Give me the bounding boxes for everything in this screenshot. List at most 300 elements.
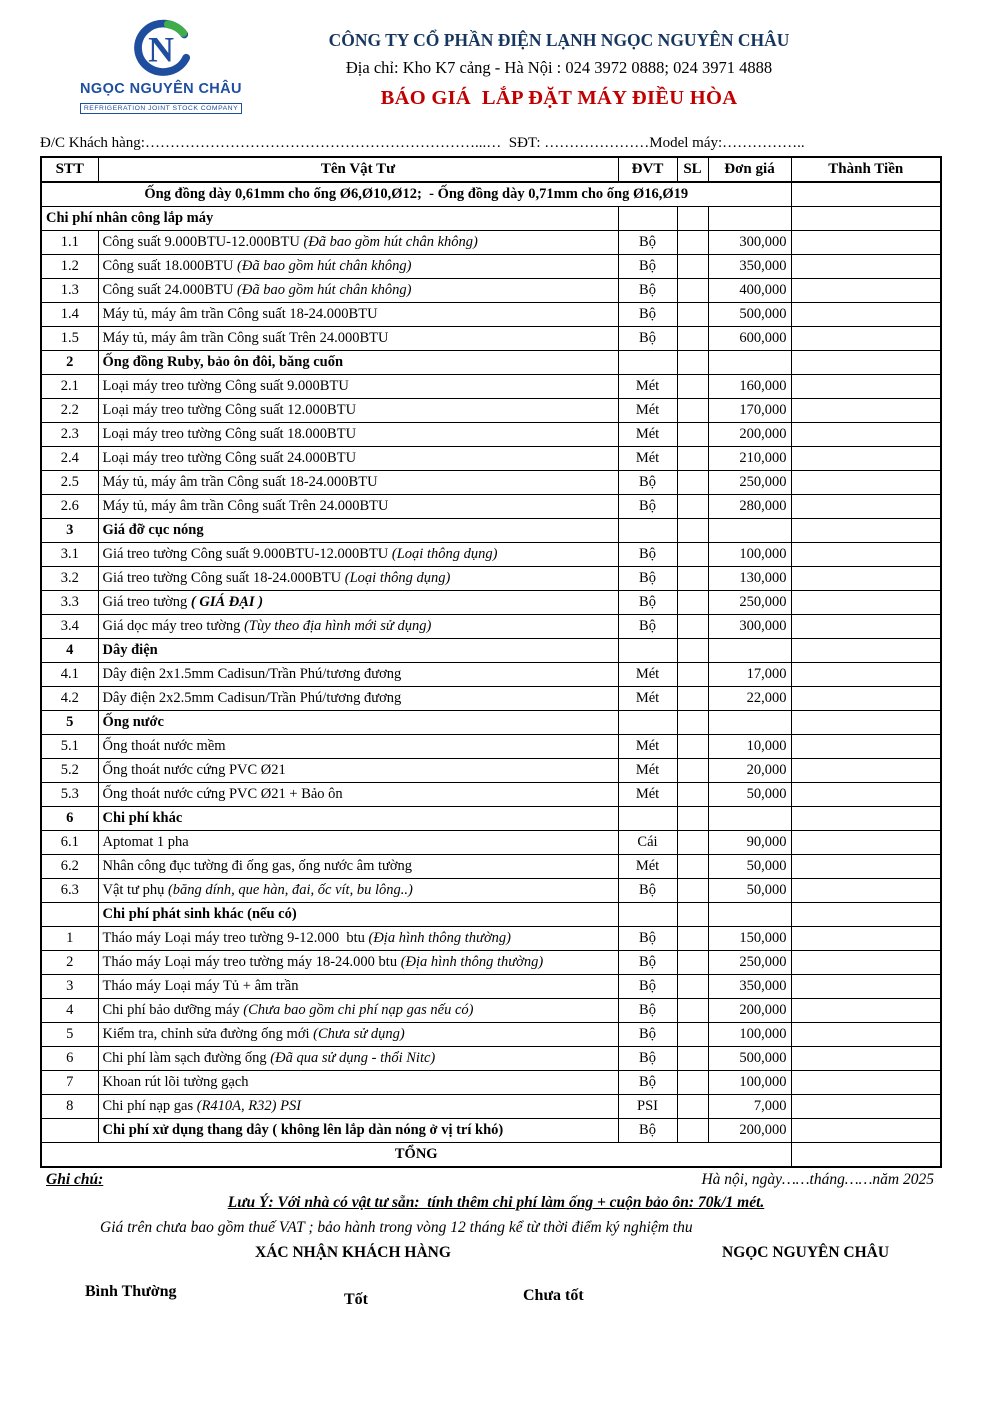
stt-cell: 1.1 bbox=[41, 231, 98, 255]
price-cell: 130,000 bbox=[708, 567, 791, 591]
total-cell bbox=[791, 1023, 941, 1047]
dvt-cell: Bộ bbox=[618, 303, 677, 327]
stt-cell: 2.1 bbox=[41, 375, 98, 399]
total-cell bbox=[791, 1143, 941, 1168]
dvt-cell: Mét bbox=[618, 399, 677, 423]
stt-cell: 5.1 bbox=[41, 735, 98, 759]
total-cell bbox=[791, 639, 941, 663]
item-name-cell: Máy tủ, máy âm trần Công suất Trên 24.000BTU bbox=[98, 495, 618, 519]
stt-cell: 4 bbox=[41, 999, 98, 1023]
table-row-item bbox=[41, 855, 941, 879]
price-cell: 350,000 bbox=[708, 975, 791, 999]
dvt-cell: Mét bbox=[618, 663, 677, 687]
empty-cell bbox=[677, 351, 708, 375]
stt-cell: 5.2 bbox=[41, 759, 98, 783]
stt-cell: 2.4 bbox=[41, 447, 98, 471]
table-row-item bbox=[41, 759, 941, 783]
dvt-cell: Bộ bbox=[618, 615, 677, 639]
dvt-cell: Bộ bbox=[618, 1119, 677, 1143]
item-name-cell: Kiểm tra, chỉnh sửa đường ống mới (Chưa sử dụng) bbox=[98, 1023, 618, 1047]
price-cell: 350,000 bbox=[708, 255, 791, 279]
price-cell: 400,000 bbox=[708, 279, 791, 303]
sl-cell bbox=[677, 255, 708, 279]
total-cell bbox=[791, 879, 941, 903]
price-cell: 10,000 bbox=[708, 735, 791, 759]
table-row-item bbox=[41, 1071, 941, 1095]
total-cell bbox=[791, 447, 941, 471]
sl-cell bbox=[677, 999, 708, 1023]
dvt-cell: Mét bbox=[618, 783, 677, 807]
table-row-item bbox=[41, 375, 941, 399]
total-cell bbox=[791, 615, 941, 639]
dvt-cell: Bộ bbox=[618, 591, 677, 615]
sl-cell bbox=[677, 879, 708, 903]
pipe-note-cell: Ống đồng dày 0,61mm cho ống Ø6,Ø10,Ø12; - Ống đồng dày 0,71mm cho ống Ø16,Ø19 bbox=[41, 182, 791, 207]
item-name-cell: Ống thoát nước cứng PVC Ø21 bbox=[98, 759, 618, 783]
rating-bad-label: Chưa tốt bbox=[523, 1287, 584, 1304]
col-header-thanh-tien: Thành Tiền bbox=[791, 157, 941, 182]
total-cell bbox=[791, 303, 941, 327]
total-cell bbox=[791, 567, 941, 591]
stt-cell: 4.2 bbox=[41, 687, 98, 711]
table-row-item bbox=[41, 495, 941, 519]
table-row-item bbox=[41, 423, 941, 447]
table-row-item bbox=[41, 399, 941, 423]
company-logo-subtitle: REFRIGERATION JOINT STOCK COMPANY bbox=[80, 103, 242, 114]
stt-cell: 1.2 bbox=[41, 255, 98, 279]
dvt-cell: Mét bbox=[618, 759, 677, 783]
total-label-cell: TỔNG bbox=[41, 1143, 791, 1168]
col-header-stt: STT bbox=[41, 157, 98, 182]
quote-table bbox=[40, 156, 942, 1168]
price-cell: 200,000 bbox=[708, 999, 791, 1023]
dvt-cell: Bộ bbox=[618, 951, 677, 975]
item-name-cell: Aptomat 1 pha bbox=[98, 831, 618, 855]
total-cell bbox=[791, 807, 941, 831]
total-cell bbox=[791, 951, 941, 975]
sl-cell bbox=[677, 927, 708, 951]
dvt-cell: PSI bbox=[618, 1095, 677, 1119]
sl-cell bbox=[677, 615, 708, 639]
dvt-cell: Bộ bbox=[618, 279, 677, 303]
sl-cell bbox=[677, 951, 708, 975]
table-row-item bbox=[41, 327, 941, 351]
price-cell: 150,000 bbox=[708, 927, 791, 951]
empty-cell bbox=[618, 807, 677, 831]
empty-cell bbox=[677, 711, 708, 735]
sl-cell bbox=[677, 231, 708, 255]
sl-cell bbox=[677, 1023, 708, 1047]
price-cell: 170,000 bbox=[708, 399, 791, 423]
dvt-cell: Mét bbox=[618, 687, 677, 711]
price-cell: 100,000 bbox=[708, 543, 791, 567]
price-cell: 500,000 bbox=[708, 303, 791, 327]
section-title-cell: Giá đỡ cục nóng bbox=[98, 519, 618, 543]
dvt-cell: Mét bbox=[618, 855, 677, 879]
item-name-cell: Loại máy treo tường Công suất 12.000BTU bbox=[98, 399, 618, 423]
total-cell bbox=[791, 1047, 941, 1071]
table-row-item bbox=[41, 471, 941, 495]
price-cell: 200,000 bbox=[708, 423, 791, 447]
dvt-cell: Bộ bbox=[618, 327, 677, 351]
item-name-cell: Chi phí làm sạch đường ống (Đã qua sử dụng - thổi Nitc) bbox=[98, 1047, 618, 1071]
vat-warranty-line: Giá trên chưa bao gồm thuế VAT ; bảo hành trong vòng 12 tháng kể từ thời điểm ký nghiệm thu bbox=[100, 1219, 693, 1236]
sl-cell bbox=[677, 495, 708, 519]
section-title-cell: Ống đồng Ruby, bảo ôn đôi, băng cuốn bbox=[98, 351, 618, 375]
table-row-section-span bbox=[41, 207, 941, 231]
empty-cell bbox=[618, 711, 677, 735]
stt-cell: 3.2 bbox=[41, 567, 98, 591]
signature-company-label: NGỌC NGUYÊN CHÂU bbox=[722, 1244, 890, 1261]
stt-cell: 7 bbox=[41, 1071, 98, 1095]
item-name-cell: Tháo máy Loại máy Tủ + âm trần bbox=[98, 975, 618, 999]
total-cell bbox=[791, 687, 941, 711]
total-cell bbox=[791, 495, 941, 519]
table-row-item bbox=[41, 999, 941, 1023]
item-name-cell: Loại máy treo tường Công suất 18.000BTU bbox=[98, 423, 618, 447]
price-cell: 22,000 bbox=[708, 687, 791, 711]
sl-cell bbox=[677, 567, 708, 591]
total-cell bbox=[791, 927, 941, 951]
note-label: Ghi chú: bbox=[46, 1171, 104, 1188]
attention-line bbox=[0, 1194, 992, 1212]
sl-cell bbox=[677, 855, 708, 879]
total-cell bbox=[791, 855, 941, 879]
table-row-item bbox=[41, 927, 941, 951]
price-cell: 50,000 bbox=[708, 855, 791, 879]
total-cell bbox=[791, 1095, 941, 1119]
attention-text: Lưu Ý: Với nhà có vật tư sẵn: tính thêm chi phí làm ống + cuộn bảo ôn: 70k/1 mét. bbox=[227, 1194, 765, 1211]
table-row-item bbox=[41, 1047, 941, 1071]
table-row-item bbox=[41, 1023, 941, 1047]
total-cell bbox=[791, 903, 941, 927]
total-cell bbox=[791, 471, 941, 495]
dvt-cell: Mét bbox=[618, 375, 677, 399]
section-title-cell: Ống nước bbox=[98, 711, 618, 735]
total-cell bbox=[791, 255, 941, 279]
table-row-section bbox=[41, 639, 941, 663]
table-row-item bbox=[41, 1095, 941, 1119]
stt-cell: 3 bbox=[41, 975, 98, 999]
table-row-item bbox=[41, 687, 941, 711]
col-header-dvt: ĐVT bbox=[618, 157, 677, 182]
item-name-cell: Dây điện 2x1.5mm Cadisun/Trần Phú/tương đương bbox=[98, 663, 618, 687]
table-row-item bbox=[41, 255, 941, 279]
table-row-total bbox=[41, 1143, 941, 1168]
total-cell bbox=[791, 279, 941, 303]
stt-cell: 1.5 bbox=[41, 327, 98, 351]
table-row-item bbox=[41, 783, 941, 807]
table-row-item bbox=[41, 231, 941, 255]
empty-cell bbox=[708, 903, 791, 927]
total-cell bbox=[791, 519, 941, 543]
item-name-cell: Giá dọc máy treo tường (Tùy theo địa hình mới sử dụng) bbox=[98, 615, 618, 639]
sl-cell bbox=[677, 1071, 708, 1095]
total-cell bbox=[791, 1071, 941, 1095]
stt-cell: 1 bbox=[41, 927, 98, 951]
price-cell: 50,000 bbox=[708, 879, 791, 903]
stt-cell: 6 bbox=[41, 1047, 98, 1071]
price-cell: 50,000 bbox=[708, 783, 791, 807]
sl-cell bbox=[677, 831, 708, 855]
customer-info-line: Đ/C Khách hàng:…………………………………………………………...… SĐT: …………………Model máy:…………….. bbox=[40, 135, 805, 151]
item-name-cell: Công suất 9.000BTU-12.000BTU (Đã bao gồm hút chân không) bbox=[98, 231, 618, 255]
dvt-cell: Bộ bbox=[618, 975, 677, 999]
sl-cell bbox=[677, 471, 708, 495]
stt-cell: 6.3 bbox=[41, 879, 98, 903]
section-title-cell: Chi phí nhân công lắp máy bbox=[41, 207, 618, 231]
empty-cell bbox=[708, 639, 791, 663]
item-name-cell: Vật tư phụ (băng dính, que hàn, đai, ốc vít, bu lông..) bbox=[98, 879, 618, 903]
stt-cell: 8 bbox=[41, 1095, 98, 1119]
item-name-cell: Dây điện 2x2.5mm Cadisun/Trần Phú/tương đương bbox=[98, 687, 618, 711]
col-header-don-gia: Đơn giá bbox=[708, 157, 791, 182]
dvt-cell: Cái bbox=[618, 831, 677, 855]
price-cell: 600,000 bbox=[708, 327, 791, 351]
table-row-item bbox=[41, 303, 941, 327]
sl-cell bbox=[677, 279, 708, 303]
dvt-cell: Bộ bbox=[618, 543, 677, 567]
company-logo-brand-text: NGỌC NGUYÊN CHÂU bbox=[80, 81, 242, 97]
empty-cell bbox=[708, 207, 791, 231]
date-line: Hà nội, ngày……tháng……năm 2025 bbox=[701, 1171, 934, 1188]
price-cell: 210,000 bbox=[708, 447, 791, 471]
item-name-cell: Ống thoát nước mềm bbox=[98, 735, 618, 759]
sl-cell bbox=[677, 759, 708, 783]
sl-cell bbox=[677, 975, 708, 999]
total-cell bbox=[791, 399, 941, 423]
item-name-cell: Máy tủ, máy âm trần Công suất 18-24.000BTU bbox=[98, 303, 618, 327]
item-name-cell: Tháo máy Loại máy treo tường 9-12.000 btu (Địa hình thông thường) bbox=[98, 927, 618, 951]
document-title: BÁO GIÁ LẮP ĐẶT MÁY ĐIỀU HÒA bbox=[380, 87, 738, 109]
stt-cell: 6.2 bbox=[41, 855, 98, 879]
section-title-cell: Dây điện bbox=[98, 639, 618, 663]
table-row-item bbox=[41, 831, 941, 855]
item-name-cell: Công suất 18.000BTU (Đã bao gồm hút chân không) bbox=[98, 255, 618, 279]
sl-cell bbox=[677, 591, 708, 615]
stt-cell: 3 bbox=[41, 519, 98, 543]
price-cell: 90,000 bbox=[708, 831, 791, 855]
dvt-cell: Bộ bbox=[618, 927, 677, 951]
stt-cell: 2 bbox=[41, 351, 98, 375]
empty-cell bbox=[677, 903, 708, 927]
empty-cell bbox=[677, 207, 708, 231]
sl-cell bbox=[677, 375, 708, 399]
price-cell: 20,000 bbox=[708, 759, 791, 783]
dvt-cell: Mét bbox=[618, 447, 677, 471]
empty-cell bbox=[618, 519, 677, 543]
dvt-cell: Bộ bbox=[618, 1071, 677, 1095]
dvt-cell: Bộ bbox=[618, 567, 677, 591]
sl-cell bbox=[677, 423, 708, 447]
stt-cell bbox=[41, 1119, 98, 1143]
sl-cell bbox=[677, 1119, 708, 1143]
table-row-item bbox=[41, 279, 941, 303]
stt-cell: 2.5 bbox=[41, 471, 98, 495]
empty-cell bbox=[708, 711, 791, 735]
sl-cell bbox=[677, 303, 708, 327]
sl-cell bbox=[677, 663, 708, 687]
total-cell bbox=[791, 759, 941, 783]
empty-cell bbox=[677, 807, 708, 831]
sl-cell bbox=[677, 399, 708, 423]
total-cell bbox=[791, 543, 941, 567]
item-name-cell: Giá treo tường Công suất 18-24.000BTU (Loại thông dụng) bbox=[98, 567, 618, 591]
rating-normal-label: Bình Thường bbox=[85, 1283, 177, 1300]
dvt-cell: Bộ bbox=[618, 999, 677, 1023]
price-cell: 160,000 bbox=[708, 375, 791, 399]
item-name-cell: Chi phí xử dụng thang dây ( không lên lắp dàn nóng ở vị trí khó) bbox=[98, 1119, 618, 1143]
item-name-cell: Loại máy treo tường Công suất 9.000BTU bbox=[98, 375, 618, 399]
stt-cell: 6.1 bbox=[41, 831, 98, 855]
table-row-item bbox=[41, 951, 941, 975]
total-cell bbox=[791, 999, 941, 1023]
price-cell: 200,000 bbox=[708, 1119, 791, 1143]
sl-cell bbox=[677, 735, 708, 759]
dvt-cell: Bộ bbox=[618, 879, 677, 903]
item-name-cell: Nhân công đục tường đi ống gas, ống nước âm tường bbox=[98, 855, 618, 879]
total-cell bbox=[791, 831, 941, 855]
stt-cell: 6 bbox=[41, 807, 98, 831]
stt-cell: 2.3 bbox=[41, 423, 98, 447]
empty-cell bbox=[618, 207, 677, 231]
company-name: CÔNG TY CỔ PHẦN ĐIỆN LẠNH NGỌC NGUYÊN CHÂU bbox=[328, 30, 790, 50]
table-row-item bbox=[41, 735, 941, 759]
sl-cell bbox=[677, 1047, 708, 1071]
sl-cell bbox=[677, 543, 708, 567]
table-row-item bbox=[41, 879, 941, 903]
stt-cell: 5.3 bbox=[41, 783, 98, 807]
sl-cell bbox=[677, 327, 708, 351]
stt-cell: 4 bbox=[41, 639, 98, 663]
table-row-item-bold bbox=[41, 1119, 941, 1143]
table-row-item bbox=[41, 663, 941, 687]
stt-cell: 2 bbox=[41, 951, 98, 975]
stt-cell: 3.1 bbox=[41, 543, 98, 567]
item-name-cell: Chi phí bảo dưỡng máy (Chưa bao gồm chi phí nạp gas nếu có) bbox=[98, 999, 618, 1023]
dvt-cell: Bộ bbox=[618, 1023, 677, 1047]
price-cell: 100,000 bbox=[708, 1071, 791, 1095]
svg-text:N: N bbox=[148, 29, 174, 70]
table-row-section bbox=[41, 351, 941, 375]
company-address: Địa chỉ: Kho K7 cảng - Hà Nội : 024 3972 0888; 024 3971 4888 bbox=[345, 58, 773, 77]
price-cell: 280,000 bbox=[708, 495, 791, 519]
quote-table-body bbox=[41, 182, 941, 1167]
total-cell bbox=[791, 735, 941, 759]
total-cell bbox=[791, 783, 941, 807]
total-cell bbox=[791, 591, 941, 615]
empty-cell bbox=[708, 351, 791, 375]
stt-cell: 4.1 bbox=[41, 663, 98, 687]
total-cell bbox=[791, 1119, 941, 1143]
total-cell bbox=[791, 975, 941, 999]
table-row-item bbox=[41, 975, 941, 999]
section-title-cell: Chi phí khác bbox=[98, 807, 618, 831]
table-row-note bbox=[41, 182, 941, 207]
col-header-sl: SL bbox=[677, 157, 708, 182]
price-cell: 300,000 bbox=[708, 231, 791, 255]
sl-cell bbox=[677, 1095, 708, 1119]
item-name-cell: Giá treo tường Công suất 9.000BTU-12.000BTU (Loại thông dụng) bbox=[98, 543, 618, 567]
total-cell bbox=[791, 375, 941, 399]
table-row-section bbox=[41, 519, 941, 543]
item-name-cell: Máy tủ, máy âm trần Công suất Trên 24.000BTU bbox=[98, 327, 618, 351]
table-row-item bbox=[41, 615, 941, 639]
total-cell bbox=[791, 663, 941, 687]
empty-cell bbox=[618, 903, 677, 927]
item-name-cell: Loại máy treo tường Công suất 24.000BTU bbox=[98, 447, 618, 471]
col-header-ten-vat-tu: Tên Vật Tư bbox=[98, 157, 618, 182]
empty-cell bbox=[677, 519, 708, 543]
item-name-cell: Giá treo tường ( GIÁ ĐẠI ) bbox=[98, 591, 618, 615]
empty-cell bbox=[677, 639, 708, 663]
total-cell bbox=[791, 231, 941, 255]
sl-cell bbox=[677, 447, 708, 471]
empty-cell bbox=[618, 639, 677, 663]
sl-cell bbox=[677, 783, 708, 807]
section-title-cell: Chi phí phát sinh khác (nếu có) bbox=[98, 903, 618, 927]
total-cell bbox=[791, 182, 941, 207]
table-row-item bbox=[41, 591, 941, 615]
dvt-cell: Bộ bbox=[618, 231, 677, 255]
table-row-section-plain bbox=[41, 903, 941, 927]
price-cell: 7,000 bbox=[708, 1095, 791, 1119]
item-name-cell: Khoan rút lõi tường gạch bbox=[98, 1071, 618, 1095]
price-cell: 250,000 bbox=[708, 591, 791, 615]
price-cell: 17,000 bbox=[708, 663, 791, 687]
dvt-cell: Mét bbox=[618, 735, 677, 759]
stt-cell: 5 bbox=[41, 711, 98, 735]
total-cell bbox=[791, 423, 941, 447]
rating-good-label: Tốt bbox=[344, 1291, 368, 1308]
total-cell bbox=[791, 711, 941, 735]
stt-cell: 2.6 bbox=[41, 495, 98, 519]
stt-cell bbox=[41, 903, 98, 927]
dvt-cell: Bộ bbox=[618, 495, 677, 519]
empty-cell bbox=[708, 519, 791, 543]
item-name-cell: Chi phí nạp gas (R410A, R32) PSI bbox=[98, 1095, 618, 1119]
item-name-cell: Máy tủ, máy âm trần Công suất 18-24.000BTU bbox=[98, 471, 618, 495]
stt-cell: 3.3 bbox=[41, 591, 98, 615]
dvt-cell: Bộ bbox=[618, 471, 677, 495]
dvt-cell: Bộ bbox=[618, 255, 677, 279]
signature-customer-label: XÁC NHẬN KHÁCH HÀNG bbox=[255, 1244, 451, 1261]
price-cell: 300,000 bbox=[708, 615, 791, 639]
price-cell: 500,000 bbox=[708, 1047, 791, 1071]
stt-cell: 5 bbox=[41, 1023, 98, 1047]
document-header bbox=[178, 30, 940, 110]
table-row-section bbox=[41, 711, 941, 735]
price-cell: 250,000 bbox=[708, 471, 791, 495]
empty-cell bbox=[618, 351, 677, 375]
price-cell: 250,000 bbox=[708, 951, 791, 975]
total-cell bbox=[791, 351, 941, 375]
total-cell bbox=[791, 327, 941, 351]
table-row-section bbox=[41, 807, 941, 831]
price-cell: 100,000 bbox=[708, 1023, 791, 1047]
dvt-cell: Bộ bbox=[618, 1047, 677, 1071]
sl-cell bbox=[677, 687, 708, 711]
table-row-item bbox=[41, 447, 941, 471]
stt-cell: 3.4 bbox=[41, 615, 98, 639]
table-header-row bbox=[41, 157, 941, 182]
table-row-item bbox=[41, 567, 941, 591]
item-name-cell: Ống thoát nước cứng PVC Ø21 + Bảo ôn bbox=[98, 783, 618, 807]
stt-cell: 1.4 bbox=[41, 303, 98, 327]
stt-cell: 1.3 bbox=[41, 279, 98, 303]
item-name-cell: Công suất 24.000BTU (Đã bao gồm hút chân không) bbox=[98, 279, 618, 303]
item-name-cell: Tháo máy Loại máy treo tường máy 18-24.000 btu (Địa hình thông thường) bbox=[98, 951, 618, 975]
